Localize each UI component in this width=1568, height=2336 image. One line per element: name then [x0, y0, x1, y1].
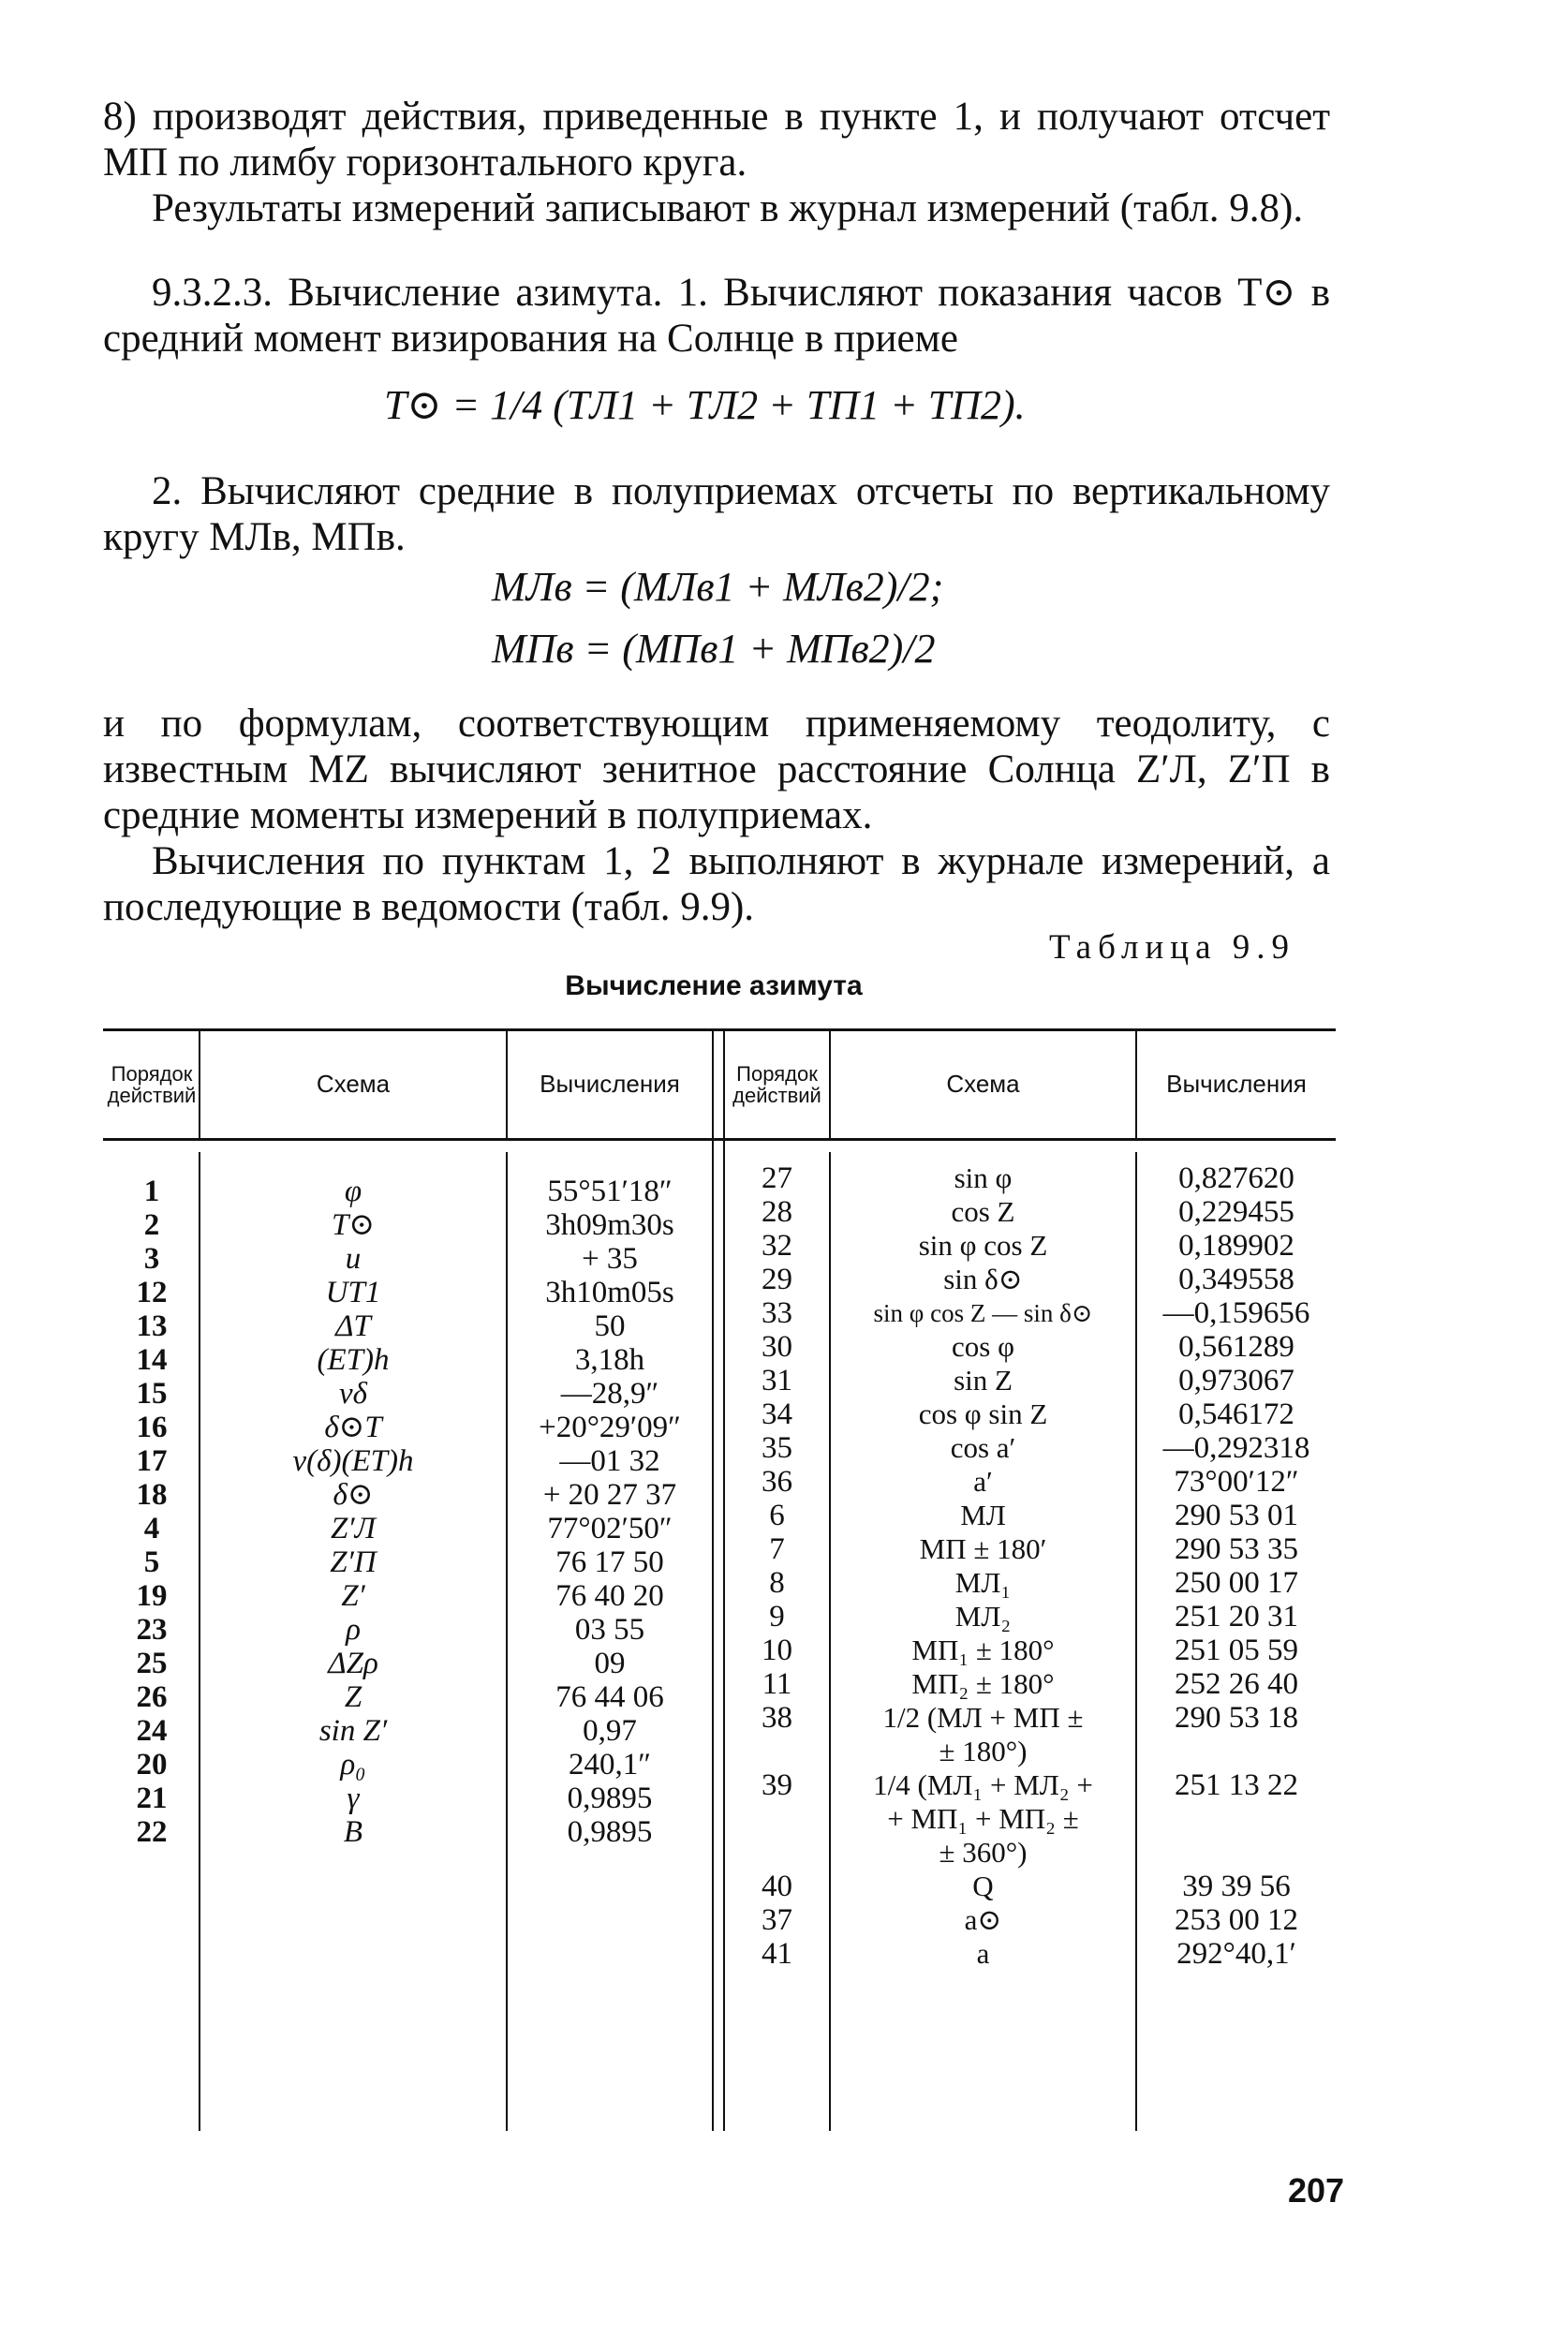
order-cell: 30 — [762, 1330, 792, 1364]
order-cell: 8 — [769, 1566, 785, 1600]
left-calc-column — [508, 1175, 712, 1849]
order-cell: 13 — [136, 1309, 168, 1343]
order-cell: 20 — [136, 1748, 168, 1782]
order-cell: 24 — [136, 1714, 168, 1748]
scheme-cell: Z — [344, 1680, 362, 1714]
scheme-cell: sin φ cos Z — sin δ⊙ — [873, 1299, 1093, 1327]
scheme-cell: 1/4 (МЛ₁ + МЛ₂ + — [873, 1768, 1093, 1801]
scheme-cell: v(δ)(ET)h — [292, 1444, 414, 1478]
calc-cell: 55°51′18″ — [547, 1175, 673, 1208]
order-cell: 16 — [136, 1411, 168, 1444]
calc-cell: 0,973067 — [1178, 1364, 1294, 1397]
order-cell: 6 — [769, 1499, 785, 1532]
calc-cell: 252 26 40 — [1175, 1667, 1298, 1701]
formula-text: T⊙ = 1/4 (TЛ1 + TЛ2 + TП1 + TП2). — [384, 382, 1026, 428]
header-scheme: Схема — [946, 1070, 1020, 1098]
calc-cell: 3,18h — [574, 1343, 645, 1377]
calc-cell: 39 39 56 — [1182, 1870, 1291, 1903]
calc-cell: —28,9″ — [560, 1377, 659, 1411]
scheme-cell: cos Z — [951, 1195, 1015, 1228]
paragraph-vertical-circle: 2. Вычисляют средние в полуприемах отсчеты по вертикальному кругу МЛв, МПв. — [103, 469, 1330, 559]
order-cell: 17 — [136, 1444, 168, 1478]
scheme-cell: cos φ — [952, 1330, 1014, 1363]
scheme-cell: sin δ⊙ — [943, 1263, 1023, 1295]
scheme-cell: ρ — [346, 1613, 361, 1647]
order-cell: 9 — [769, 1600, 785, 1634]
scheme-cell: МЛ₁ — [954, 1566, 1012, 1599]
calc-cell — [1137, 1802, 1336, 1836]
order-cell: 15 — [136, 1377, 168, 1411]
order-cell: 21 — [136, 1782, 168, 1815]
scheme-cell: a′ — [973, 1465, 993, 1498]
order-cell: 14 — [136, 1343, 168, 1377]
order-cell: 4 — [143, 1512, 160, 1545]
scheme-cell: МЛ — [960, 1499, 1006, 1531]
order-cell: 29 — [762, 1263, 792, 1296]
scheme-cell: ΔT — [335, 1309, 371, 1343]
order-cell: 28 — [762, 1195, 792, 1229]
scheme-cell: sin Z′ — [318, 1714, 388, 1748]
paragraph-section-title: 9.3.2.3. Вычисление азимута. 1. Вычисляют показания часов T⊙ в средний момент визирования на Солнце в приеме — [103, 271, 1330, 361]
header-scheme: Схема — [316, 1070, 391, 1098]
order-cell: 39 — [762, 1768, 792, 1802]
left-scheme-column — [200, 1175, 506, 1849]
order-cell: 12 — [136, 1276, 168, 1309]
header-order: Порядок действий — [107, 1061, 197, 1107]
scheme-cell: Z′П — [330, 1545, 377, 1579]
order-cell — [725, 1836, 829, 1870]
order-cell: 37 — [762, 1903, 792, 1937]
scheme-cell: u — [345, 1242, 362, 1276]
table-header-rule — [103, 1138, 1336, 1141]
scheme-cell: Z′Л — [331, 1512, 376, 1545]
order-cell — [725, 1802, 829, 1836]
formula-mp: МПв = (МПв1 + МПв2)/2 — [492, 626, 936, 672]
order-cell: 41 — [762, 1937, 792, 1971]
calc-cell: 09 — [594, 1647, 626, 1680]
calc-cell: 0,546172 — [1178, 1397, 1294, 1431]
calc-cell: 0,97 — [583, 1714, 637, 1748]
calc-cell: 0,229455 — [1178, 1195, 1294, 1229]
order-cell: 3 — [143, 1242, 160, 1276]
calc-cell: 0,349558 — [1178, 1263, 1294, 1296]
header-calc: Вычисления — [540, 1070, 680, 1098]
calc-cell: 3h10m05s — [545, 1276, 674, 1309]
scheme-cell: φ — [344, 1175, 362, 1208]
calc-cell: —0,292318 — [1162, 1431, 1310, 1465]
calc-cell: 251 20 31 — [1175, 1600, 1298, 1634]
scheme-cell: МЛ₂ — [954, 1600, 1012, 1633]
order-cell: 23 — [136, 1613, 168, 1647]
calc-cell — [1137, 1836, 1336, 1870]
calc-cell — [1137, 1735, 1336, 1768]
scheme-cell: cos a′ — [950, 1431, 1016, 1464]
right-order-column — [725, 1161, 829, 1971]
right-scheme-column — [831, 1161, 1135, 1971]
calc-cell: 76 17 50 — [555, 1545, 664, 1579]
scheme-cell: B — [343, 1815, 363, 1849]
order-cell — [725, 1735, 829, 1768]
order-cell: 18 — [136, 1478, 168, 1512]
scheme-cell: 1/2 (МЛ + МП ± — [882, 1701, 1084, 1734]
calc-cell: 290 53 18 — [1175, 1701, 1298, 1735]
paragraph-results: Результаты измерений записывают в журнал измерений (табл. 9.8). — [152, 186, 1304, 230]
paragraph-calculations: Вычисления по пунктам 1, 2 выполняют в журнале измерений, а последующие в ведомости (табл. 9.9). — [103, 839, 1330, 929]
paragraph-zenith-distance: и по формулам, соответствующим применяемому теодолиту, с известным MZ вычисляют зенитное расстояние Солнца Z′Л, Z′П в средние моменты измерений в полуприемах. — [103, 702, 1330, 837]
calc-cell: 0,9895 — [567, 1815, 653, 1849]
scheme-cell: ΔZρ — [328, 1647, 378, 1680]
calc-cell: 290 53 01 — [1175, 1499, 1298, 1532]
paragraph-steps: 8) производят действия, приведенные в пункте 1, и получают отсчет МП по лимбу горизонтального круга. — [103, 95, 1330, 185]
formula-ml: МЛв = (МЛв1 + МЛв2)/2; — [492, 564, 944, 610]
order-cell: 7 — [769, 1532, 785, 1566]
calc-cell: 03 55 — [574, 1613, 645, 1647]
scheme-cell: ± 180°) — [939, 1735, 1028, 1767]
scheme-cell: T⊙ — [331, 1208, 375, 1242]
header-calc: Вычисления — [1166, 1070, 1307, 1098]
order-cell: 35 — [762, 1431, 792, 1465]
scheme-cell: sin φ cos Z — [918, 1229, 1048, 1262]
scheme-cell: Z′ — [341, 1579, 365, 1613]
order-cell: 36 — [762, 1465, 792, 1499]
scheme-cell: cos φ sin Z — [918, 1397, 1048, 1430]
left-order-column — [105, 1175, 199, 1849]
scheme-cell: a — [976, 1937, 990, 1970]
scheme-cell: δ⊙T — [324, 1411, 382, 1444]
calc-cell: —0,159656 — [1162, 1296, 1310, 1330]
page-number: 207 — [1288, 2171, 1345, 2210]
order-cell: 2 — [143, 1208, 160, 1242]
order-cell: 22 — [136, 1815, 168, 1849]
scheme-cell: ± 360°) — [939, 1836, 1028, 1869]
table-double-rule — [712, 1030, 714, 2131]
calc-cell: 0,561289 — [1178, 1330, 1294, 1364]
table-label: Таблица 9.9 — [1049, 928, 1295, 967]
scheme-cell: Q — [972, 1870, 994, 1902]
order-cell: 1 — [143, 1175, 160, 1208]
scheme-cell: a⊙ — [964, 1903, 1002, 1936]
scheme-cell: (ET)h — [317, 1343, 390, 1377]
calc-cell: 251 13 22 — [1175, 1768, 1298, 1802]
scheme-cell: δ⊙ — [333, 1478, 374, 1512]
order-cell: 31 — [762, 1364, 792, 1397]
calc-cell: 250 00 17 — [1175, 1566, 1298, 1600]
calc-cell: 3h09m30s — [545, 1208, 674, 1242]
calc-cell: +20°29′09″ — [539, 1411, 681, 1444]
scheme-cell: МП₂ ± 180° — [911, 1667, 1055, 1700]
calc-cell: 240,1″ — [569, 1748, 651, 1782]
calc-cell: 290 53 35 — [1175, 1532, 1298, 1566]
calc-cell: —01 32 — [559, 1444, 660, 1478]
order-cell: 25 — [136, 1647, 168, 1680]
scheme-cell: ρ₀ — [340, 1748, 366, 1782]
order-cell: 33 — [762, 1296, 792, 1330]
calc-cell: 77°02′50″ — [547, 1512, 673, 1545]
scheme-cell: sin Z — [954, 1364, 1013, 1397]
scheme-cell: vδ — [339, 1377, 367, 1411]
right-calc-column — [1137, 1161, 1336, 1971]
calc-cell: 0,9895 — [567, 1782, 653, 1815]
order-cell: 11 — [762, 1667, 792, 1701]
scheme-cell: МП₁ ± 180° — [911, 1634, 1055, 1666]
table-title: Вычисление азимута — [565, 970, 863, 1001]
order-cell: 10 — [762, 1634, 792, 1667]
calc-cell: 253 00 12 — [1175, 1903, 1298, 1937]
formula-clock-time — [384, 382, 1026, 429]
calc-cell: + 35 — [582, 1242, 638, 1276]
calc-cell: 50 — [594, 1309, 626, 1343]
calc-cell: 76 40 20 — [555, 1579, 664, 1613]
header-order: Порядок действий — [732, 1061, 821, 1107]
order-cell: 26 — [136, 1680, 168, 1714]
calc-cell: + 20 27 37 — [542, 1478, 677, 1512]
order-cell: 5 — [143, 1545, 160, 1579]
calc-cell: 76 44 06 — [555, 1680, 664, 1714]
scheme-cell: UT1 — [325, 1276, 381, 1309]
order-cell: 32 — [762, 1229, 792, 1263]
order-cell: 38 — [762, 1701, 792, 1735]
scheme-cell: γ — [347, 1782, 360, 1815]
scheme-cell: sin φ — [954, 1161, 1013, 1194]
scheme-cell: + МП₁ + МП₂ ± — [887, 1802, 1079, 1835]
order-cell: 40 — [762, 1870, 792, 1903]
calc-cell: 0,827620 — [1178, 1161, 1294, 1195]
calc-cell: 0,189902 — [1178, 1229, 1294, 1263]
scheme-cell: МП ± 180′ — [919, 1532, 1047, 1565]
calc-cell: 251 05 59 — [1175, 1634, 1298, 1667]
order-cell: 34 — [762, 1397, 792, 1431]
order-cell: 27 — [762, 1161, 792, 1195]
order-cell: 19 — [136, 1579, 168, 1613]
calc-cell: 292°40,1′ — [1176, 1937, 1296, 1971]
calc-cell: 73°00′12″ — [1174, 1465, 1299, 1499]
